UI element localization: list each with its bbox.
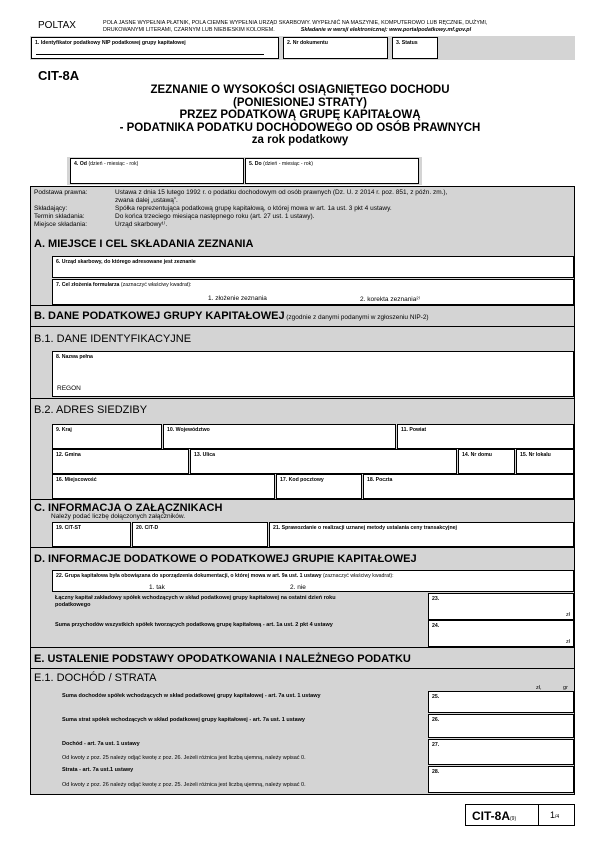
income-note: Od kwoty z poz. 25 należy odjąć kwotę z poz. 26. Jeżeli różnica jest liczbą ujemną, należy wpisać 0. bbox=[62, 755, 306, 761]
status-label: 3. Status bbox=[396, 40, 418, 46]
footer-code-box bbox=[465, 804, 575, 826]
post-office-field[interactable] bbox=[363, 474, 574, 499]
period-from-number: 4. Od bbox=[74, 161, 87, 167]
section-b1-band bbox=[31, 326, 574, 327]
footer-code-text: CIT-8A bbox=[472, 809, 511, 823]
legal-key-4: Miejsce składania: bbox=[34, 221, 88, 228]
loss-field[interactable] bbox=[428, 766, 574, 793]
voivodeship-label: 10. Województwo bbox=[167, 427, 210, 433]
footer-code bbox=[472, 809, 516, 823]
section-d-title: D. INFORMACJE DODATKOWE O PODATKOWEJ GRUPIE KAPITAŁOWEJ bbox=[34, 553, 417, 565]
revenue-amount-currency: zł bbox=[566, 639, 570, 645]
purpose-option-2[interactable] bbox=[360, 295, 420, 303]
capital-row-text bbox=[55, 595, 336, 609]
section-b2-band bbox=[31, 398, 574, 399]
title-line-4: - PODATNIKA PODATKU DOCHODOWEGO OD OSÓB PRAWNYCH bbox=[119, 121, 481, 134]
electronic-note: Składanie w wersji elektronicznej: www.portalpodatkowy.mf.gov.pl bbox=[300, 27, 472, 33]
income-sum-row bbox=[59, 691, 574, 713]
instruction-line-1: POLA JASNE WYPEŁNIA PŁATNIK, POLA CIEMNE WYPEŁNIA URZĄD SKARBOWY. WYPEŁNIĆ NA MASZYNIE, KOMPUTEROWO LUB RĘCZNIE, DUŻYMI, bbox=[103, 20, 488, 26]
section-e1-title: E.1. DOCHÓD / STRATA bbox=[34, 672, 157, 684]
loss-sum-field[interactable] bbox=[428, 714, 574, 738]
street-field[interactable] bbox=[190, 449, 457, 474]
legal-value-3: Do końca trzeciego miesiąca następnego roku (art. 27 ust. 1 ustawy). bbox=[115, 213, 315, 220]
title-line-1: ZEZNANIE O WYSOKOŚCI OSIĄGNIĘTEGO DOCHODU bbox=[150, 84, 450, 96]
income-text: Dochód - art. 7a ust. 1 ustawy bbox=[62, 741, 140, 747]
footer-version: (9) bbox=[510, 816, 517, 822]
capital-row bbox=[52, 593, 574, 620]
period-to-hint: (dzień - miesiąc - rok) bbox=[263, 161, 314, 167]
legal-key-3: Termin składania: bbox=[34, 213, 85, 220]
income-label: 27. bbox=[432, 742, 440, 748]
form-purpose-hint: (zaznaczyć właściwy kwadrat): bbox=[120, 282, 192, 288]
documentation-number: 22. Grupa kapitałowa była obowiązana do sporządzenia dokumentacji, o której mowa w art. 9a ust. 1 ustawy bbox=[56, 573, 322, 579]
income-sum-label: 25. bbox=[432, 694, 440, 700]
apartment-number-field[interactable] bbox=[516, 449, 574, 474]
municipality-field[interactable] bbox=[52, 449, 189, 474]
currency-gr: gr bbox=[563, 685, 568, 691]
purpose-option-1-label: 1. złożenie zeznania bbox=[208, 295, 267, 302]
section-c-title: C. INFORMACJA O ZAŁĄCZNIKACH bbox=[34, 502, 223, 514]
revenue-row bbox=[52, 620, 574, 647]
form-purpose-label bbox=[56, 282, 192, 288]
capital-row-line-2: podatkowego bbox=[55, 602, 91, 608]
document-number-field[interactable] bbox=[283, 37, 388, 59]
purpose-option-2-label: 2. korekta zeznania²⁾ bbox=[360, 296, 421, 303]
county-field[interactable] bbox=[397, 424, 574, 449]
loss-sum-row bbox=[59, 714, 574, 738]
house-number-field[interactable] bbox=[458, 449, 515, 474]
section-a-title: A. MIEJSCE I CEL SKŁADANIA ZEZNANIA bbox=[34, 238, 254, 250]
purpose-option-1[interactable] bbox=[208, 295, 267, 302]
documentation-field bbox=[52, 570, 574, 592]
pricing-report-field[interactable] bbox=[269, 522, 574, 547]
nip-field[interactable] bbox=[31, 37, 279, 59]
section-b1-title: B.1. DANE IDENTYFIKACYJNE bbox=[34, 333, 192, 345]
loss-sum-text: Suma strat spółek wchodzących w skład podatkowej grupy kapitałowej - art. 7a ust. 1 ustawy bbox=[62, 717, 305, 723]
revenue-row-text: Suma przychodów wszystkich spółek tworzących podatkową grupę kapitałową - art. 1a ust. 2 pkt 4 ustawy bbox=[55, 622, 333, 628]
legal-key-1: Podstawa prawna: bbox=[34, 189, 88, 196]
period-to-label bbox=[249, 161, 313, 167]
full-name-field[interactable] bbox=[52, 351, 574, 397]
county-label: 11. Powiat bbox=[401, 427, 427, 433]
postal-code-field[interactable] bbox=[276, 474, 362, 499]
income-sum-field[interactable] bbox=[428, 691, 574, 713]
form-purpose-field bbox=[52, 279, 574, 305]
period-from-hint: (dzień - miesiąc - rok) bbox=[88, 161, 139, 167]
title-line-3: PRZEZ PODATKOWĄ GRUPĘ KAPITAŁOWĄ bbox=[179, 109, 421, 122]
full-name-label: 8. Nazwa pełna bbox=[56, 354, 93, 360]
capital-amount-currency: zł bbox=[566, 612, 570, 618]
period-from-label bbox=[74, 161, 138, 167]
nip-field-label: 1. Identyfikator podatkowy NIP podatkowej grupy kapitałowej bbox=[35, 40, 186, 46]
title-line-5: za rok podatkowy bbox=[251, 134, 349, 147]
tax-office-field[interactable] bbox=[52, 256, 574, 278]
period-to-field[interactable] bbox=[245, 158, 419, 184]
income-row bbox=[59, 739, 574, 765]
form-purpose-number: 7. Cel złożenia formularza bbox=[56, 282, 120, 288]
income-field[interactable] bbox=[428, 739, 574, 765]
legal-value-4: Urząd skarbowy¹⁾. bbox=[115, 221, 168, 228]
loss-note: Od kwoty z poz. 26 należy odjąć kwotę z poz. 25. Jeżeli różnica jest liczbą ujemną, należy wpisać 0. bbox=[62, 782, 306, 788]
section-e-title: E. USTALENIE PODSTAWY OPODATKOWANIA I NALEŻNEGO PODATKU bbox=[34, 653, 411, 665]
revenue-amount-label: 24. bbox=[432, 623, 440, 629]
voivodeship-field[interactable] bbox=[163, 424, 396, 449]
capital-row-line-1: Łączny kapitał zakładowy spółek wchodzących w skład podatkowej grupy kapitałowej na ostatni dzień roku bbox=[55, 595, 336, 601]
documentation-option-yes-label: 1. tak bbox=[149, 584, 165, 591]
documentation-label bbox=[56, 573, 394, 579]
section-b-title: B. DANE PODATKOWEJ GRUPY KAPITAŁOWEJ bbox=[34, 310, 285, 322]
capital-amount-label: 23. bbox=[432, 596, 440, 602]
legal-value-2: Spółka reprezentująca podatkową grupę kapitałową, o której mowa w art. 1a ust. 3 pkt 4 ustawy. bbox=[115, 205, 392, 212]
cit-d-label: 20. CIT-D bbox=[136, 525, 159, 531]
section-b-title-row bbox=[34, 310, 429, 322]
loss-label: 28. bbox=[432, 769, 440, 775]
documentation-option-no-label: 2. nie bbox=[290, 584, 306, 591]
street-label: 13. Ulica bbox=[194, 452, 216, 458]
section-c-note: Należy podać liczbę dołączonych załączników. bbox=[51, 513, 186, 520]
title-line-2: (PONIESIONEJ STRATY) bbox=[233, 96, 367, 109]
tax-office-label: 6. Urząd skarbowy, do którego adresowane jest zeznanie bbox=[56, 259, 196, 265]
loss-text: Strata - art. 7a ust.1 ustawy bbox=[62, 767, 134, 773]
documentation-option-no[interactable] bbox=[290, 584, 306, 591]
country-field[interactable] bbox=[52, 424, 162, 449]
postal-code-label: 17. Kod pocztowy bbox=[280, 477, 324, 483]
country-label: 9. Kraj bbox=[56, 427, 72, 433]
cit-st-field[interactable] bbox=[52, 522, 131, 547]
nip-comb bbox=[36, 52, 264, 55]
revenue-amount-field[interactable] bbox=[428, 620, 574, 647]
legal-value-1-line-1: Ustawa z dnia 15 lutego 1992 r. o podatku dochodowym od osób prawnych (Dz. U. z 2014 r. poz. 851, z późn. zm.), bbox=[115, 189, 448, 196]
section-e1-band bbox=[31, 668, 574, 669]
city-field[interactable] bbox=[52, 474, 275, 499]
loss-row bbox=[59, 766, 574, 793]
cit-st-label: 19. CIT-ST bbox=[56, 525, 82, 531]
city-label: 16. Miejscowość bbox=[56, 477, 97, 483]
legal-value-1 bbox=[115, 189, 447, 205]
form-instructions bbox=[103, 20, 487, 34]
form-title bbox=[60, 84, 540, 147]
apartment-number-label: 15. Nr lokalu bbox=[520, 452, 551, 458]
legal-value-1-line-2: zwana dalej „ustawą”. bbox=[115, 197, 178, 204]
footer-page-total: /4 bbox=[555, 814, 560, 820]
regon-label: REGON bbox=[57, 385, 81, 392]
currency-zl: zł, bbox=[536, 685, 542, 691]
documentation-hint: (zaznaczyć właściwy kwadrat): bbox=[322, 573, 394, 579]
income-sum-text: Suma dochodów spółek wchodzących w skład podatkowej grupy kapitałowej - art. 7a ust. 1 ustawy bbox=[62, 693, 321, 699]
period-to-number: 5. Do bbox=[249, 161, 262, 167]
document-number-label: 2. Nr dokumentu bbox=[287, 40, 328, 46]
loss-sum-label: 26. bbox=[432, 717, 440, 723]
footer-page-divider bbox=[538, 805, 539, 825]
capital-amount-field[interactable] bbox=[428, 593, 574, 620]
legal-key-2: Składający: bbox=[34, 205, 68, 212]
section-b2-title: B.2. ADRES SIEDZIBY bbox=[34, 404, 148, 416]
footer-page bbox=[550, 810, 559, 820]
instruction-line-2-text: DRUKOWANYMI LITERAMI, CZARNYM LUB NIEBIESKIM KOLOREM. bbox=[103, 27, 275, 33]
period-from-field[interactable] bbox=[70, 158, 244, 184]
municipality-label: 12. Gmina bbox=[56, 452, 81, 458]
instruction-line-2 bbox=[103, 27, 487, 34]
legal-row-1 bbox=[34, 189, 87, 197]
poltax-brand: POLTAX bbox=[38, 20, 76, 31]
section-b-title-note: (zgodnie z danymi podanymi w zgłoszeniu NIP-2) bbox=[286, 314, 429, 321]
documentation-option-yes[interactable] bbox=[149, 584, 165, 591]
cit-d-field[interactable] bbox=[132, 522, 268, 547]
form-code: CIT-8A bbox=[38, 68, 80, 83]
status-field[interactable] bbox=[392, 37, 438, 59]
pricing-report-label: 21. Sprawozdanie o realizacji uznanej metody ustalania ceny transakcyjnej bbox=[273, 525, 457, 531]
house-number-label: 14. Nr domu bbox=[462, 452, 492, 458]
footer-page-number: 1 bbox=[550, 810, 556, 820]
post-office-label: 18. Poczta bbox=[367, 477, 393, 483]
